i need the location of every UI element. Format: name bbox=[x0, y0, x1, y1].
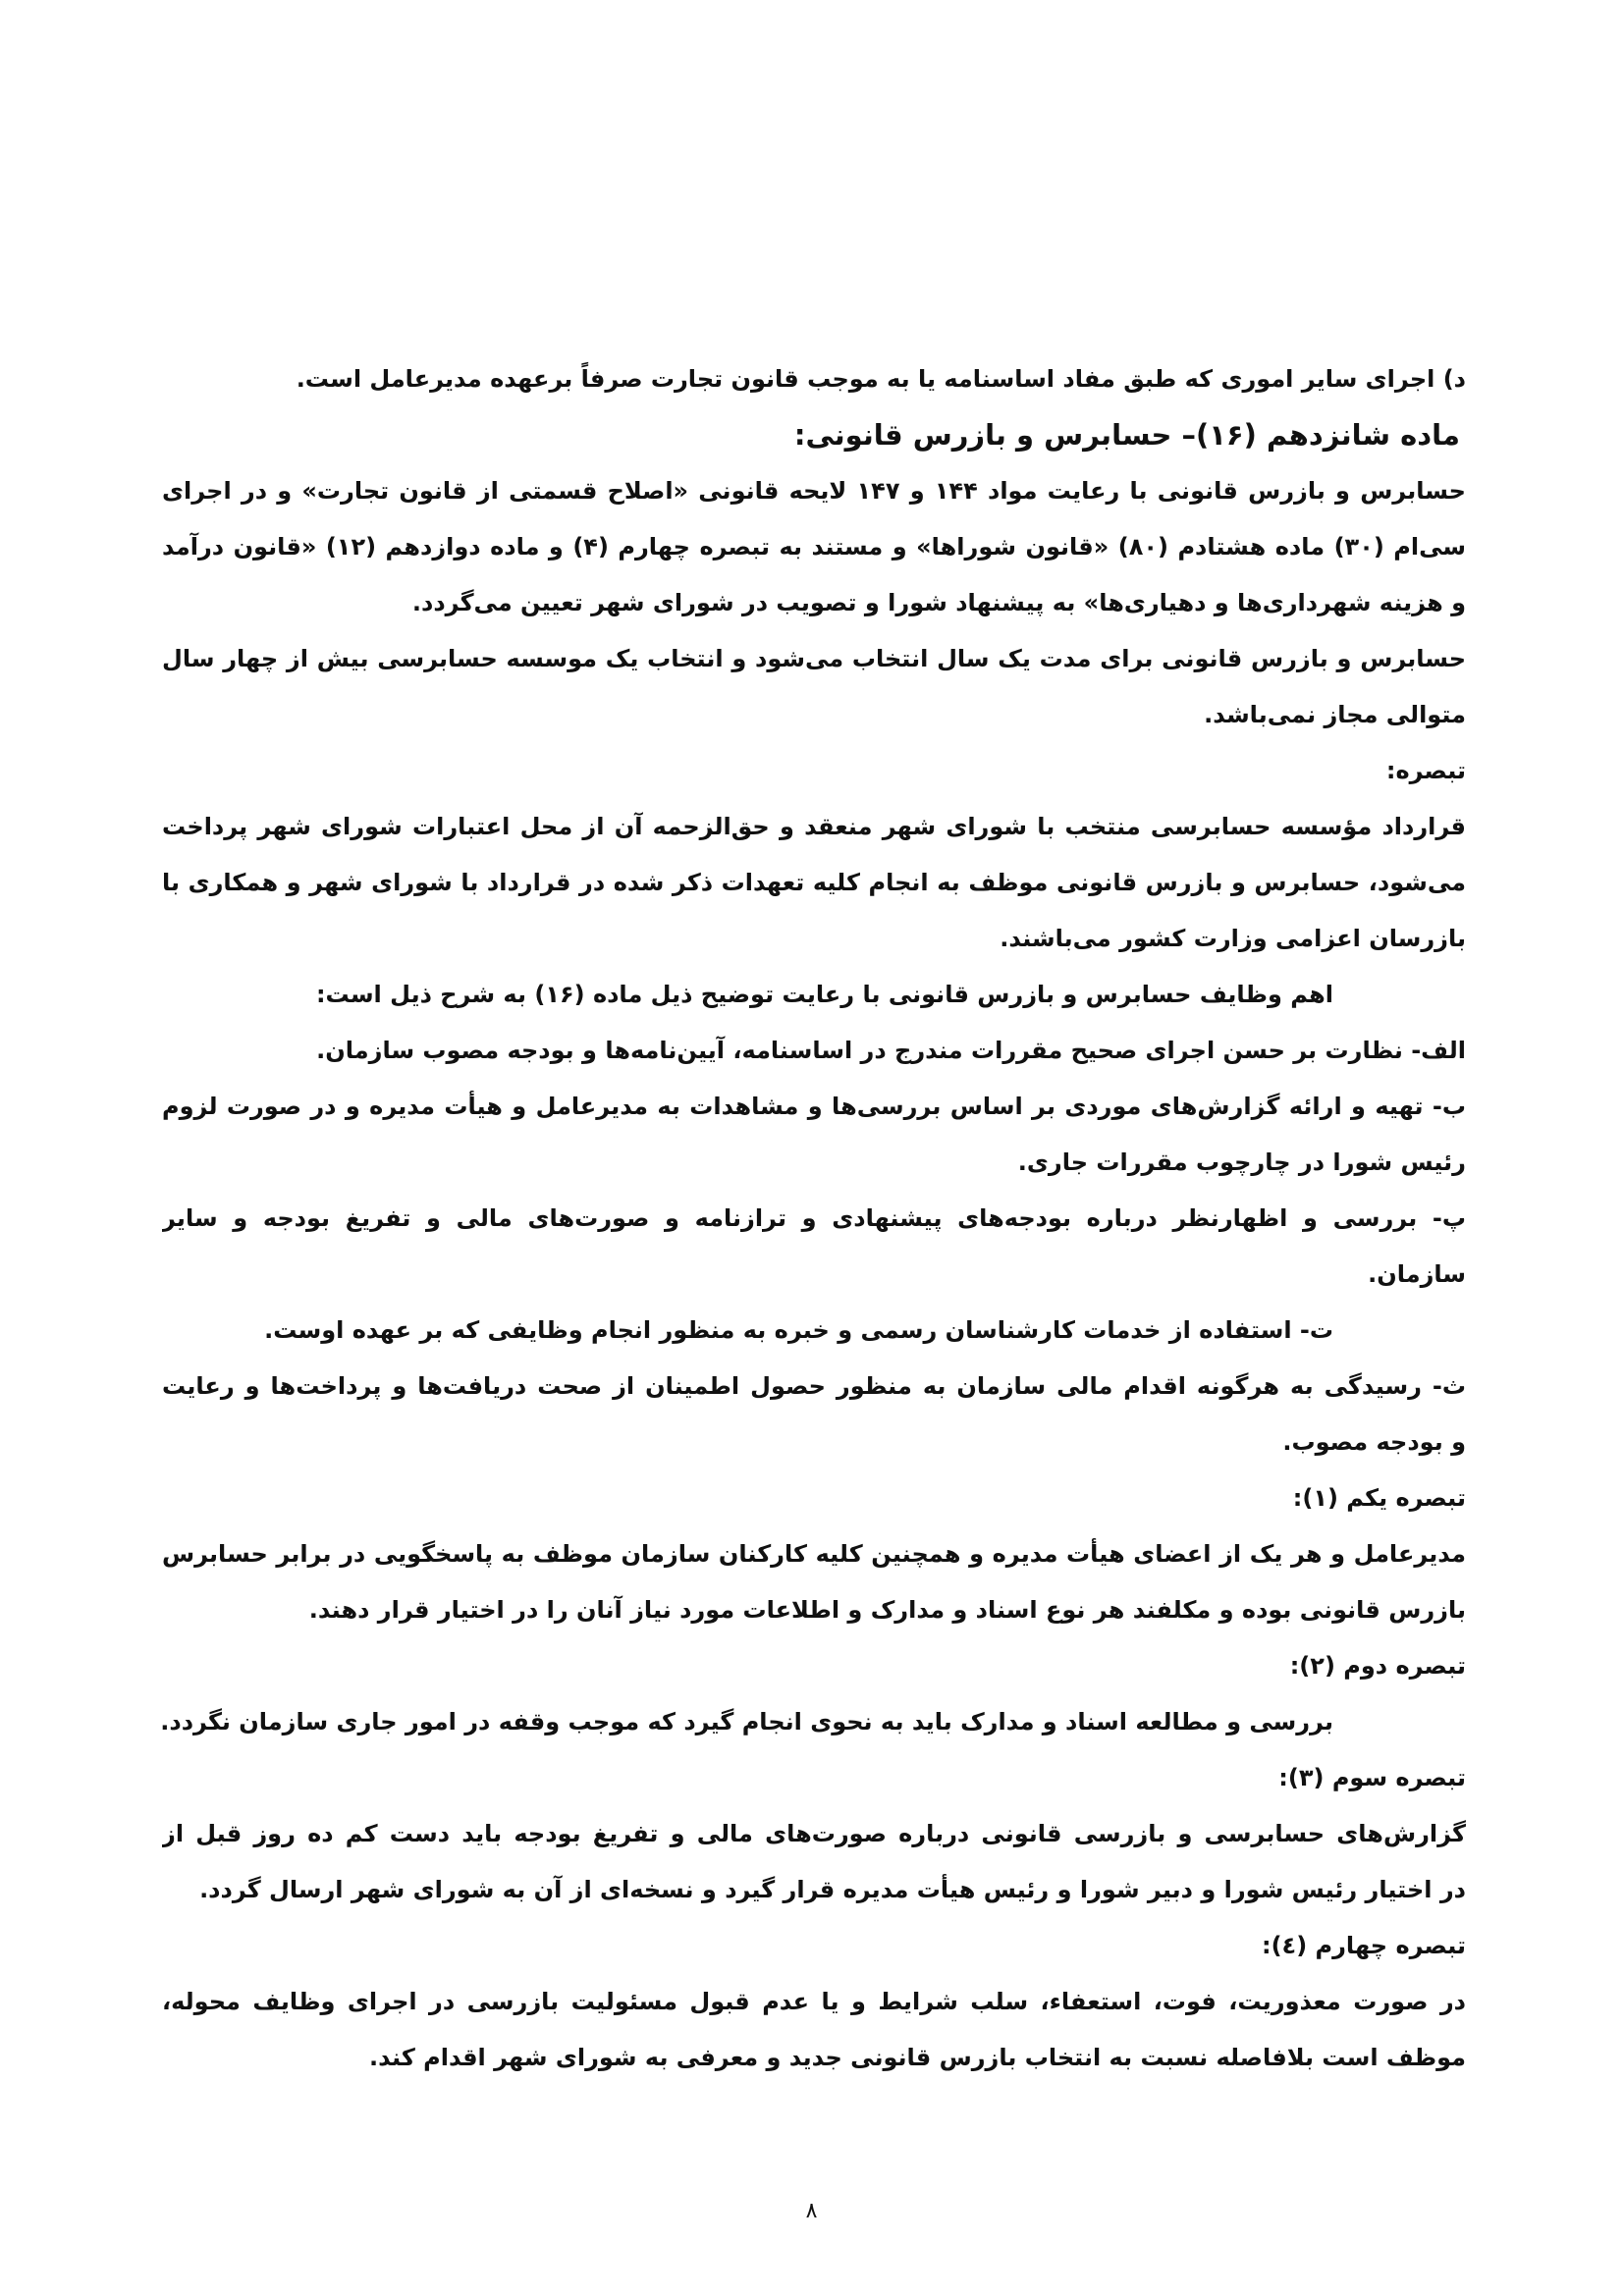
text-line: مدیرعامل و هر یک از اعضای هیأت مدیره و همچنین کلیه کارکنان سازمان موظف به پاسخگویی در برابر حسابرس bbox=[162, 1540, 1466, 1568]
text-line: در صورت معذوریت، فوت، استعفاء، سلب شرایط و یا عدم قبول مسئولیت بازرسی در اجرای وظایف محوله، bbox=[162, 1988, 1466, 2015]
text-line: تبصره سوم (۳): bbox=[1278, 1764, 1466, 1791]
text-line: تبصره دوم (۲): bbox=[1289, 1652, 1466, 1680]
text-line: تبصره چهارم (٤): bbox=[1261, 1932, 1466, 1959]
text-line: تبصره: bbox=[1385, 757, 1466, 784]
text-line: ث- رسیدگی به هرگونه اقدام مالی سازمان به منظور حصول اطمینان از صحت دریافت‌ها و پرداخت‌ها و رعایت bbox=[162, 1372, 1466, 1400]
text-line: اهم وظایف حسابرس و بازرس قانونی با رعایت توضیح ذیل ماده (۱۶) به شرح ذیل است: bbox=[315, 981, 1333, 1008]
text-line: د) اجرای سایر اموری که طبق مفاد اساسنامه یا به موجب قانون تجارت صرفاً برعهده مدیرعامل است. bbox=[296, 365, 1466, 393]
text-line: می‌شود، حسابرس و بازرس قانونی موظف به انجام کلیه تعهدات ذکر شده در قرارداد با شورای شهر و همکاری با bbox=[162, 869, 1466, 896]
text-line: حسابرس و بازرس قانونی برای مدت یک سال انتخاب می‌شود و انتخاب یک موسسه حسابرسی بیش از چهار سال bbox=[162, 645, 1466, 672]
text-line: ب- تهیه و ارائه گزارش‌های موردی بر اساس بررسی‌ها و مشاهدات به مدیرعامل و هیأت مدیره و در صورت لزوم bbox=[162, 1093, 1466, 1120]
text-line: در اختیار رئیس شورا و دبیر شورا و رئیس هیأت مدیره قرار گیرد و نسخه‌ای از آن به شورای شهر ارسال گردد. bbox=[199, 1876, 1466, 1903]
text-line: و بودجه مصوب. bbox=[1282, 1428, 1466, 1456]
text-line: بازرس قانونی بوده و مکلفند هر نوع اسناد و مدارک و اطلاعات مورد نیاز آنان را در اختیار قرار دهند. bbox=[308, 1596, 1466, 1624]
text-line: الف- نظارت بر حسن اجرای صحیح مقررات مندرج در اساسنامه، آیین‌نامه‌ها و بودجه مصوب سازمان. bbox=[316, 1037, 1466, 1064]
text-line: بازرسان اعزامی وزارت کشور می‌باشند. bbox=[1000, 925, 1466, 952]
text-line: موظف است بلافاصله نسبت به انتخاب بازرس قانونی جدید و معرفی به شورای شهر اقدام کند. bbox=[369, 2044, 1466, 2071]
text-line: متوالی مجاز نمی‌باشد. bbox=[1204, 701, 1466, 728]
text-line: حسابرس و بازرس قانونی با رعایت مواد ۱۴۴ و ۱۴۷ لایحه قانونی «اصلاح قسمتی از قانون تجارت» و در اجرای bbox=[162, 477, 1466, 505]
text-line: قرارداد مؤسسه حسابرسی منتخب با شورای شهر منعقد و حق‌الزحمه آن از محل اعتبارات شورای شهر پرداخت bbox=[162, 813, 1466, 840]
document-body bbox=[162, 351, 1466, 2086]
page-number: ۸ bbox=[805, 2199, 818, 2223]
text-line: ت- استفاده از خدمات کارشناسان رسمی و خبره به منظور انجام وظایفی که بر عهده اوست. bbox=[264, 1316, 1333, 1344]
text-line: و هزینه شهرداری‌ها و دهیاری‌ها» به پیشنهاد شورا و تصویب در شورای شهر تعیین می‌گردد. bbox=[411, 589, 1466, 616]
text-line: رئیس شورا در چارچوب مقررات جاری. bbox=[1017, 1148, 1466, 1176]
text-line: پ- بررسی و اظهارنظر درباره بودجه‌های پیشنهادی و ترازنامه و صورت‌های مالی و تفریغ بودجه و سایر bbox=[162, 1204, 1466, 1232]
text-line: سازمان. bbox=[1368, 1260, 1466, 1288]
text-line: بررسی و مطالعه اسناد و مدارک باید به نحوی انجام گیرد که موجب وقفه در امور جاری سازمان نگردد. bbox=[160, 1708, 1333, 1735]
section-heading: ماده شانزدهم (۱۶)– حسابرس و بازرس قانونی: bbox=[793, 418, 1460, 452]
text-line: تبصره یکم (۱): bbox=[1292, 1484, 1466, 1512]
text-line: گزارش‌های حسابرسی و بازرسی قانونی درباره صورت‌های مالی و تفریغ بودجه باید دست کم ده روز قبل از bbox=[162, 1820, 1466, 1847]
text-line: سی‌ام (۳۰) ماده هشتادم (۸۰) «قانون شوراها» و مستند به تبصره چهارم (۴) و ماده دوازدهم (۱۲) «قانون درآمد bbox=[162, 533, 1466, 561]
